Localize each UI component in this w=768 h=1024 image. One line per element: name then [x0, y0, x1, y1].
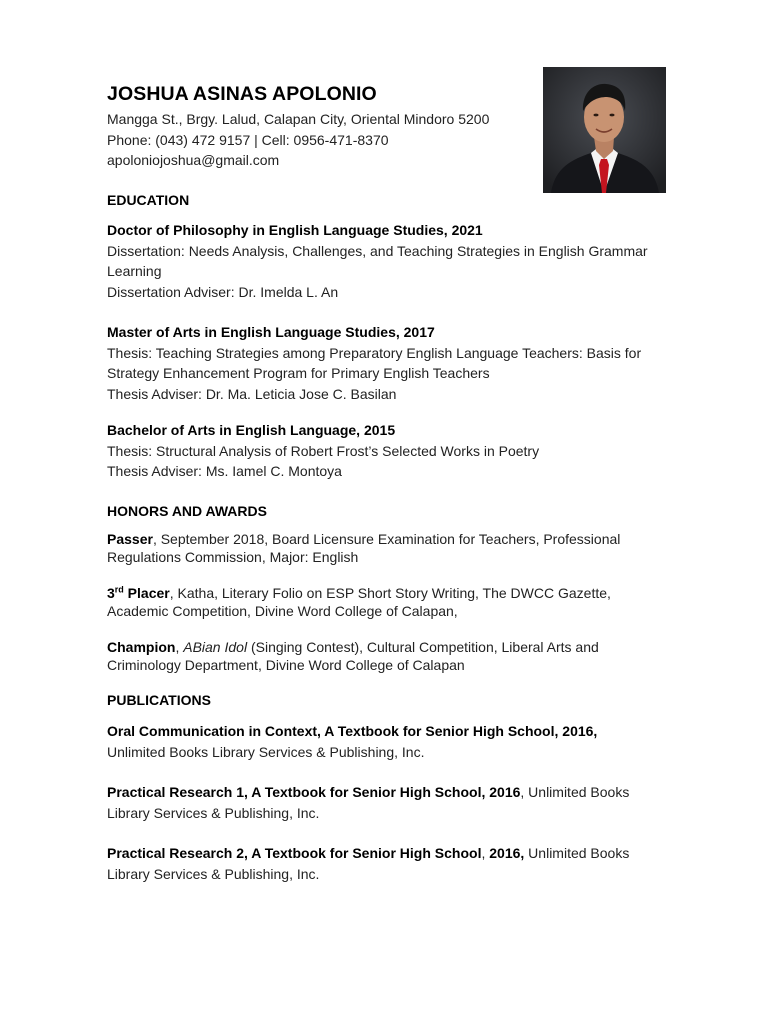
publication-item-practical-research-2 [107, 843, 697, 884]
education-item-ma [107, 322, 697, 404]
publisher-line: Library Services & Publishing, Inc. [107, 804, 320, 821]
honor-item-passer [107, 530, 697, 566]
honor-detail-cont: Academic Competition, Divine Word College of Calapan, [107, 603, 458, 619]
publications-heading: PUBLICATIONS [107, 692, 211, 708]
address-line: Mangga St., Brgy. Lalud, Calapan City, Oriental Mindoro 5200 [107, 111, 490, 127]
adviser-line: Dissertation Adviser: Dr. Imelda L. An [107, 283, 339, 300]
contact-info [107, 109, 489, 171]
adviser-line: Thesis Adviser: Dr. Ma. Leticia Jose C. Basilan [107, 385, 397, 402]
degree-title: Doctor of Philosophy in English Language Studies, 2021 [107, 222, 483, 238]
contest-name: ABian Idol [183, 639, 248, 655]
education-heading: EDUCATION [107, 192, 190, 208]
publication-detail: Unlimited Books [524, 845, 630, 861]
honor-title: Passer [107, 531, 153, 547]
publisher-line: Unlimited Books Library Services & Publishing, Inc. [107, 743, 425, 760]
publication-item-practical-research-1 [107, 782, 697, 823]
honor-detail-cont: Regulations Commission, Major: English [107, 549, 359, 565]
email-line: apoloniojoshua@gmail.com [107, 152, 280, 168]
honor-detail: , September 2018, Board Licensure Examination for Teachers, Professional [152, 531, 621, 547]
honor-title: Placer [123, 585, 170, 601]
honor-item-champion [107, 638, 697, 674]
adviser-line: Thesis Adviser: Ms. Iamel C. Montoya [107, 463, 342, 479]
applicant-name: JOSHUA ASINAS APOLONIO [107, 83, 377, 105]
honor-detail: , Katha, Literary Folio on ESP Short Story Writing, The DWCC Gazette, [169, 585, 611, 601]
honor-title: Champion [107, 639, 176, 655]
honor-rank-suffix: rd [114, 584, 124, 595]
education-item-ba [107, 420, 697, 482]
publication-title: Oral Communication in Context, A Textbook for Senior High School, 2016, [107, 723, 598, 739]
honor-detail: (Singing Contest), Cultural Competition, Liberal Arts and [247, 639, 599, 655]
dissertation-line-cont: Learning [107, 263, 162, 279]
publication-year: 2016, [489, 845, 525, 861]
publication-title: Practical Research 1, A Textbook for Senior High School, 2016 [107, 784, 521, 800]
honor-rank-number: 3 [107, 585, 115, 601]
honor-separator: , [175, 639, 184, 655]
education-item-phd [107, 220, 697, 302]
phone-line: Phone: (043) 472 9157 | Cell: 0956-471-8370 [107, 131, 389, 148]
publication-separator: , [481, 845, 490, 861]
publication-item-oral-communication [107, 721, 697, 762]
honors-heading: HONORS AND AWARDS [107, 503, 267, 519]
degree-title: Master of Arts in English Language Studies, 2017 [107, 324, 435, 340]
degree-title: Bachelor of Arts in English Language, 2015 [107, 422, 396, 438]
thesis-line-cont: Strategy Enhancement Program for Primary English Teachers [107, 365, 490, 381]
thesis-line: Thesis: Teaching Strategies among Preparatory English Language Teachers: Basis for [107, 344, 642, 361]
thesis-line: Thesis: Structural Analysis of Robert Frost’s Selected Works in Poetry [107, 442, 540, 459]
dissertation-line: Dissertation: Needs Analysis, Challenges, and Teaching Strategies in English Grammar [107, 242, 648, 259]
honor-item-placer [107, 584, 697, 620]
honor-detail-cont: Criminology Department, Divine Word College of Calapan [107, 657, 465, 673]
publication-title: Practical Research 2, A Textbook for Senior High School [107, 845, 482, 861]
profile-photo [543, 67, 666, 193]
publisher-line: Library Services & Publishing, Inc. [107, 865, 320, 882]
publication-detail: , Unlimited Books [520, 784, 630, 800]
